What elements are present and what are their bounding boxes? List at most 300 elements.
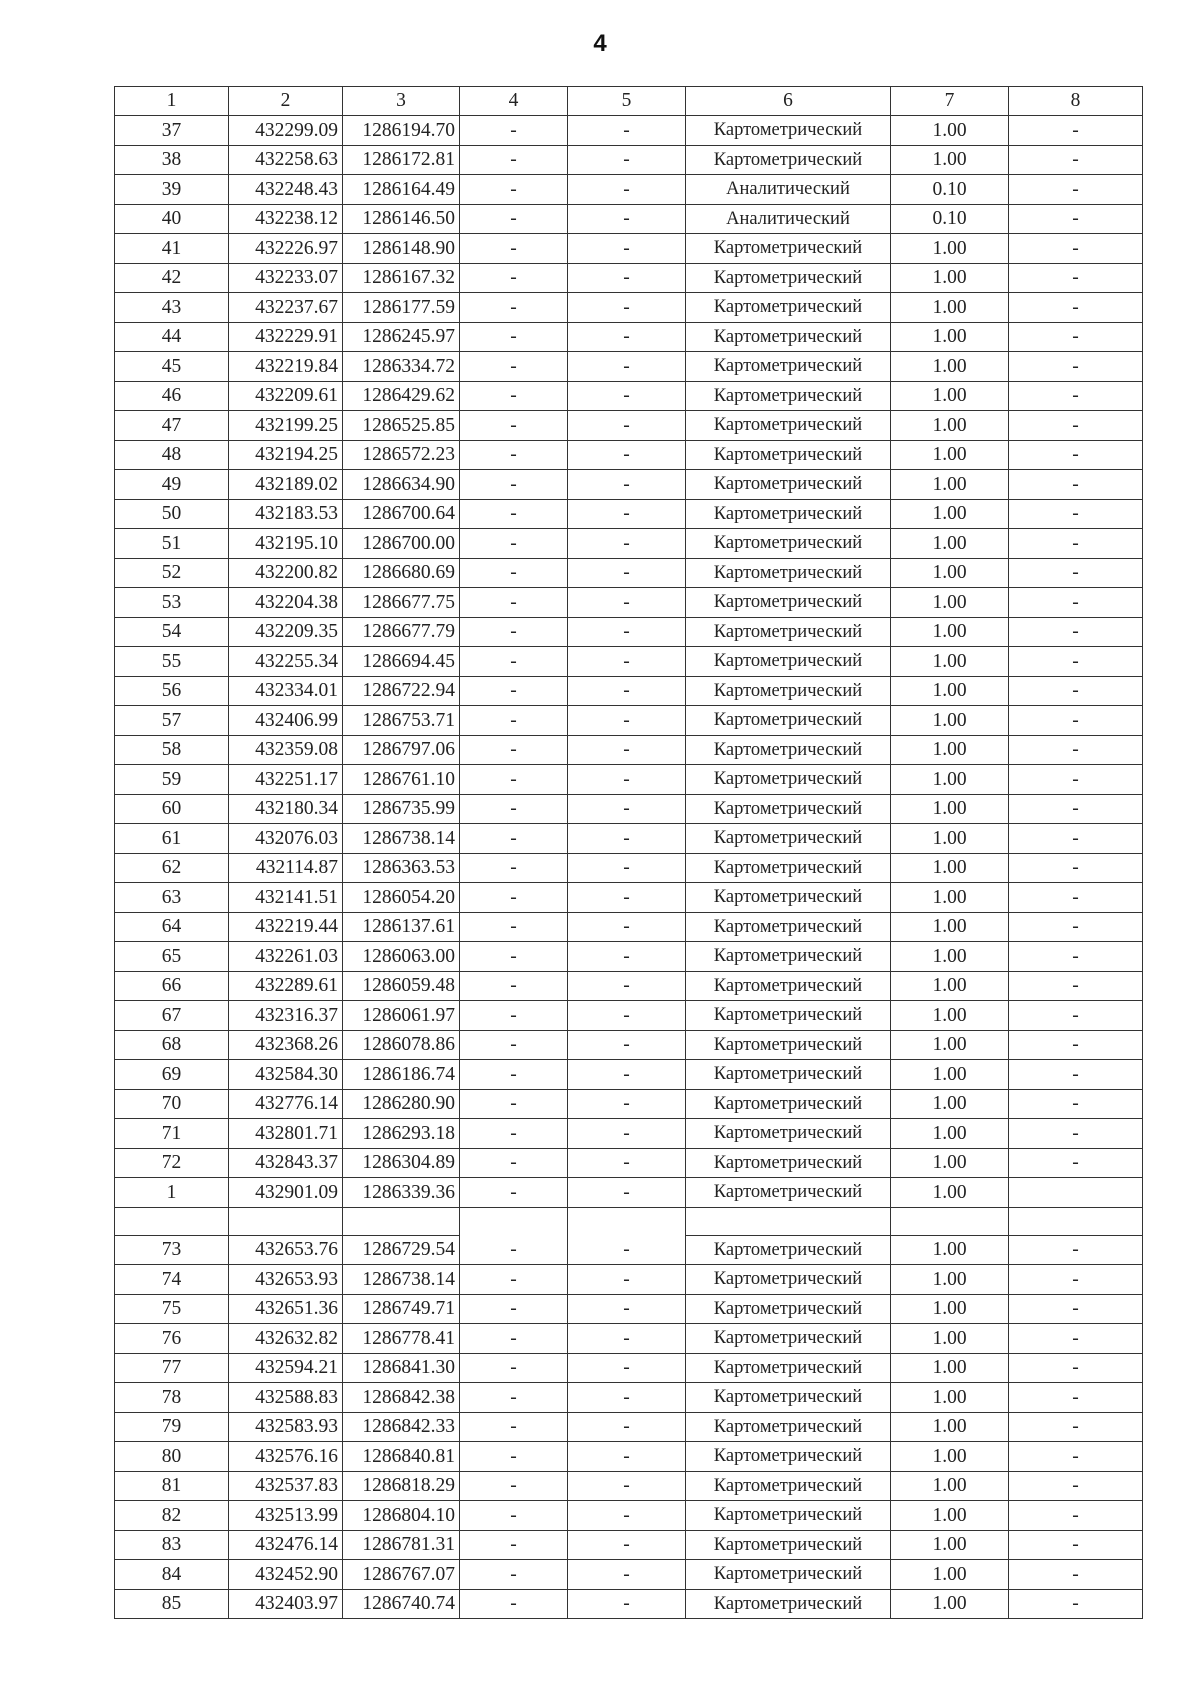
col4-cell: - <box>460 1030 568 1060</box>
col4-cell: - <box>460 794 568 824</box>
point-number-cell: 53 <box>115 588 229 618</box>
table-row <box>115 1353 1143 1383</box>
method-cell: Картометрический <box>686 352 891 382</box>
x-coordinate-cell: 432209.61 <box>229 381 343 411</box>
col8-cell: - <box>1009 1530 1143 1560</box>
x-coordinate-cell: 432233.07 <box>229 263 343 293</box>
col5-cell: - <box>568 912 686 942</box>
separator-cell <box>568 1207 686 1235</box>
col5-cell: - <box>568 1442 686 1472</box>
col5-cell: - <box>568 1471 686 1501</box>
col8-cell: - <box>1009 1560 1143 1590</box>
point-number-cell: 51 <box>115 529 229 559</box>
table-row <box>115 588 1143 618</box>
y-coordinate-cell: 1286818.29 <box>343 1471 460 1501</box>
header-cell-6: 6 <box>686 87 891 116</box>
col4-cell: - <box>460 499 568 529</box>
point-number-cell: 55 <box>115 647 229 677</box>
table-row <box>115 411 1143 441</box>
accuracy-cell: 1.00 <box>891 1119 1009 1149</box>
y-coordinate-cell: 1286677.75 <box>343 588 460 618</box>
x-coordinate-cell: 432237.67 <box>229 293 343 323</box>
point-number-cell: 83 <box>115 1530 229 1560</box>
table-row <box>115 765 1143 795</box>
method-cell: Аналитический <box>686 175 891 205</box>
col4-cell: - <box>460 1412 568 1442</box>
x-coordinate-cell: 432576.16 <box>229 1442 343 1472</box>
col8-cell: - <box>1009 588 1143 618</box>
accuracy-cell: 1.00 <box>891 1560 1009 1590</box>
point-number-cell: 64 <box>115 912 229 942</box>
col8-cell: - <box>1009 440 1143 470</box>
col5-cell: - <box>568 765 686 795</box>
point-number-cell: 61 <box>115 824 229 854</box>
y-coordinate-cell: 1286194.70 <box>343 116 460 146</box>
y-coordinate-cell: 1286729.54 <box>343 1235 460 1265</box>
table-row <box>115 647 1143 677</box>
point-number-cell: 66 <box>115 971 229 1001</box>
point-number-cell: 80 <box>115 1442 229 1472</box>
col5-cell: - <box>568 1353 686 1383</box>
col5-cell: - <box>568 175 686 205</box>
col8-cell: - <box>1009 322 1143 352</box>
method-cell: Картометрический <box>686 529 891 559</box>
col8-cell: - <box>1009 558 1143 588</box>
x-coordinate-cell: 432248.43 <box>229 175 343 205</box>
point-number-cell: 44 <box>115 322 229 352</box>
y-coordinate-cell: 1286740.74 <box>343 1589 460 1619</box>
col4-cell: - <box>460 263 568 293</box>
x-coordinate-cell: 432334.01 <box>229 676 343 706</box>
col4-cell: - <box>460 853 568 883</box>
x-coordinate-cell: 432801.71 <box>229 1119 343 1149</box>
col4-cell: - <box>460 588 568 618</box>
method-cell: Картометрический <box>686 1148 891 1178</box>
table-row <box>115 234 1143 264</box>
separator-cell <box>891 1207 1009 1235</box>
table-body <box>115 87 1143 1619</box>
method-cell: Картометрический <box>686 735 891 765</box>
col8-cell: - <box>1009 1501 1143 1531</box>
point-number-cell: 65 <box>115 942 229 972</box>
col5-cell: - <box>568 204 686 234</box>
x-coordinate-cell: 432368.26 <box>229 1030 343 1060</box>
col8-cell: - <box>1009 706 1143 736</box>
col4-cell: - <box>460 1178 568 1208</box>
accuracy-cell: 1.00 <box>891 1353 1009 1383</box>
table-row <box>115 1148 1143 1178</box>
y-coordinate-cell: 1286167.32 <box>343 263 460 293</box>
point-number-cell: 50 <box>115 499 229 529</box>
x-coordinate-cell: 432843.37 <box>229 1148 343 1178</box>
col5-cell: - <box>568 1383 686 1413</box>
separator-cell <box>1009 1207 1143 1235</box>
method-cell: Картометрический <box>686 853 891 883</box>
table-row <box>115 499 1143 529</box>
accuracy-cell: 1.00 <box>891 1589 1009 1619</box>
method-cell: Картометрический <box>686 293 891 323</box>
x-coordinate-cell: 432588.83 <box>229 1383 343 1413</box>
y-coordinate-cell: 1286525.85 <box>343 411 460 441</box>
col8-cell: - <box>1009 1471 1143 1501</box>
accuracy-cell: 1.00 <box>891 145 1009 175</box>
method-cell: Картометрический <box>686 1294 891 1324</box>
x-coordinate-cell: 432406.99 <box>229 706 343 736</box>
x-coordinate-cell: 432219.44 <box>229 912 343 942</box>
method-cell: Картометрический <box>686 1412 891 1442</box>
col4-cell: - <box>460 942 568 972</box>
method-cell: Картометрический <box>686 971 891 1001</box>
col8-cell: - <box>1009 1148 1143 1178</box>
method-cell: Картометрический <box>686 558 891 588</box>
col5-cell: - <box>568 558 686 588</box>
header-cell-3: 3 <box>343 87 460 116</box>
point-number-cell: 74 <box>115 1265 229 1295</box>
accuracy-cell: 1.00 <box>891 352 1009 382</box>
point-number-cell: 59 <box>115 765 229 795</box>
method-cell: Картометрический <box>686 1501 891 1531</box>
table-row <box>115 1412 1143 1442</box>
col5-cell: - <box>568 853 686 883</box>
x-coordinate-cell: 432261.03 <box>229 942 343 972</box>
col5-cell: - <box>568 1060 686 1090</box>
x-coordinate-cell: 432359.08 <box>229 735 343 765</box>
table-row <box>115 1119 1143 1149</box>
point-number-cell: 39 <box>115 175 229 205</box>
col4-cell: - <box>460 411 568 441</box>
col5-cell: - <box>568 735 686 765</box>
y-coordinate-cell: 1286280.90 <box>343 1089 460 1119</box>
col5-cell: - <box>568 411 686 441</box>
y-coordinate-cell: 1286063.00 <box>343 942 460 972</box>
x-coordinate-cell: 432584.30 <box>229 1060 343 1090</box>
accuracy-cell: 1.00 <box>891 1178 1009 1208</box>
col4-cell: - <box>460 765 568 795</box>
y-coordinate-cell: 1286842.33 <box>343 1412 460 1442</box>
table-row <box>115 706 1143 736</box>
method-cell: Картометрический <box>686 1353 891 1383</box>
x-coordinate-cell: 432537.83 <box>229 1471 343 1501</box>
point-number-cell: 75 <box>115 1294 229 1324</box>
point-number-cell: 62 <box>115 853 229 883</box>
col4-cell: - <box>460 1383 568 1413</box>
table-row <box>115 1501 1143 1531</box>
col8-cell: - <box>1009 1589 1143 1619</box>
table-row <box>115 883 1143 913</box>
point-number-cell: 46 <box>115 381 229 411</box>
col8-cell: - <box>1009 234 1143 264</box>
point-number-cell: 42 <box>115 263 229 293</box>
x-coordinate-cell: 432476.14 <box>229 1530 343 1560</box>
point-number-cell: 70 <box>115 1089 229 1119</box>
method-cell: Картометрический <box>686 263 891 293</box>
accuracy-cell: 1.00 <box>891 1089 1009 1119</box>
point-number-cell: 43 <box>115 293 229 323</box>
coordinates-table <box>114 86 1143 1619</box>
x-coordinate-cell: 432189.02 <box>229 470 343 500</box>
point-number-cell: 60 <box>115 794 229 824</box>
col5-cell: - <box>568 440 686 470</box>
x-coordinate-cell: 432219.84 <box>229 352 343 382</box>
col5-cell: - <box>568 971 686 1001</box>
point-number-cell: 52 <box>115 558 229 588</box>
col8-cell: - <box>1009 352 1143 382</box>
x-coordinate-cell: 432200.82 <box>229 558 343 588</box>
col8-cell: - <box>1009 853 1143 883</box>
y-coordinate-cell: 1286304.89 <box>343 1148 460 1178</box>
accuracy-cell: 1.00 <box>891 558 1009 588</box>
col8-cell: - <box>1009 647 1143 677</box>
table-row <box>115 1060 1143 1090</box>
table-row <box>115 263 1143 293</box>
method-cell: Картометрический <box>686 794 891 824</box>
table-row <box>115 322 1143 352</box>
x-coordinate-cell: 432651.36 <box>229 1294 343 1324</box>
y-coordinate-cell: 1286429.62 <box>343 381 460 411</box>
col8-cell: - <box>1009 942 1143 972</box>
point-number-cell: 45 <box>115 352 229 382</box>
col4-cell: - <box>460 1265 568 1295</box>
col4-cell: - <box>460 971 568 1001</box>
table-row <box>115 529 1143 559</box>
table-row <box>115 1560 1143 1590</box>
table-row <box>115 794 1143 824</box>
point-number-cell: 47 <box>115 411 229 441</box>
y-coordinate-cell: 1286164.49 <box>343 175 460 205</box>
method-cell: Картометрический <box>686 1178 891 1208</box>
col8-cell: - <box>1009 1324 1143 1354</box>
separator-cell <box>115 1207 229 1235</box>
header-cell-8: 8 <box>1009 87 1143 116</box>
accuracy-cell: 1.00 <box>891 1001 1009 1031</box>
accuracy-cell: 1.00 <box>891 1501 1009 1531</box>
table-row <box>115 942 1143 972</box>
col4-cell: - <box>460 529 568 559</box>
col5-cell: - <box>568 1089 686 1119</box>
point-number-cell: 68 <box>115 1030 229 1060</box>
table-header-row <box>115 87 1143 116</box>
method-cell: Картометрический <box>686 1001 891 1031</box>
x-coordinate-cell: 432299.09 <box>229 116 343 146</box>
col4-cell: - <box>460 1501 568 1531</box>
y-coordinate-cell: 1286738.14 <box>343 824 460 854</box>
method-cell: Картометрический <box>686 1383 891 1413</box>
col8-cell: - <box>1009 1001 1143 1031</box>
col8-cell: - <box>1009 676 1143 706</box>
col8-cell: - <box>1009 1383 1143 1413</box>
col5-cell: - <box>568 529 686 559</box>
method-cell: Картометрический <box>686 1060 891 1090</box>
point-number-cell: 85 <box>115 1589 229 1619</box>
accuracy-cell: 1.00 <box>891 1324 1009 1354</box>
y-coordinate-cell: 1286767.07 <box>343 1560 460 1590</box>
separator-row <box>115 1207 1143 1235</box>
col4-cell: - <box>460 1471 568 1501</box>
y-coordinate-cell: 1286842.38 <box>343 1383 460 1413</box>
col4-cell: - <box>460 735 568 765</box>
col8-cell: - <box>1009 1353 1143 1383</box>
col4-cell: - <box>460 1294 568 1324</box>
col5-cell: - <box>568 1001 686 1031</box>
col8-cell: - <box>1009 1265 1143 1295</box>
col5-cell: - <box>568 1501 686 1531</box>
method-cell: Картометрический <box>686 381 891 411</box>
accuracy-cell: 1.00 <box>891 824 1009 854</box>
y-coordinate-cell: 1286680.69 <box>343 558 460 588</box>
table-row <box>115 735 1143 765</box>
point-number-cell: 79 <box>115 1412 229 1442</box>
accuracy-cell: 1.00 <box>891 499 1009 529</box>
method-cell: Картометрический <box>686 234 891 264</box>
col8-cell: - <box>1009 1294 1143 1324</box>
point-number-cell: 37 <box>115 116 229 146</box>
col8-cell: - <box>1009 175 1143 205</box>
accuracy-cell: 0.10 <box>891 204 1009 234</box>
table-row <box>115 1471 1143 1501</box>
y-coordinate-cell: 1286677.79 <box>343 617 460 647</box>
point-number-cell: 57 <box>115 706 229 736</box>
table-row <box>115 824 1143 854</box>
y-coordinate-cell: 1286137.61 <box>343 912 460 942</box>
method-cell: Картометрический <box>686 1471 891 1501</box>
y-coordinate-cell: 1286061.97 <box>343 1001 460 1031</box>
accuracy-cell: 1.00 <box>891 588 1009 618</box>
accuracy-cell: 1.00 <box>891 293 1009 323</box>
y-coordinate-cell: 1286804.10 <box>343 1501 460 1531</box>
method-cell: Картометрический <box>686 1442 891 1472</box>
table-row <box>115 116 1143 146</box>
y-coordinate-cell: 1286753.71 <box>343 706 460 736</box>
point-number-cell: 69 <box>115 1060 229 1090</box>
col8-cell: - <box>1009 912 1143 942</box>
table-row <box>115 204 1143 234</box>
separator-cell <box>229 1207 343 1235</box>
table-row <box>115 175 1143 205</box>
point-number-cell: 48 <box>115 440 229 470</box>
separator-cell <box>460 1207 568 1235</box>
x-coordinate-cell: 432583.93 <box>229 1412 343 1442</box>
y-coordinate-cell: 1286634.90 <box>343 470 460 500</box>
col8-cell: - <box>1009 411 1143 441</box>
point-number-cell: 78 <box>115 1383 229 1413</box>
point-number-cell: 1 <box>115 1178 229 1208</box>
col5-cell: - <box>568 470 686 500</box>
method-cell: Картометрический <box>686 1119 891 1149</box>
accuracy-cell: 1.00 <box>891 706 1009 736</box>
method-cell: Картометрический <box>686 1089 891 1119</box>
y-coordinate-cell: 1286738.14 <box>343 1265 460 1295</box>
x-coordinate-cell: 432289.61 <box>229 971 343 1001</box>
point-number-cell: 82 <box>115 1501 229 1531</box>
table-row <box>115 1383 1143 1413</box>
table-row <box>115 293 1143 323</box>
table-row <box>115 1265 1143 1295</box>
col5-cell: - <box>568 942 686 972</box>
col4-cell: - <box>460 1119 568 1149</box>
method-cell: Картометрический <box>686 499 891 529</box>
method-cell: Картометрический <box>686 1324 891 1354</box>
x-coordinate-cell: 432226.97 <box>229 234 343 264</box>
method-cell: Аналитический <box>686 204 891 234</box>
accuracy-cell: 1.00 <box>891 735 1009 765</box>
table-row <box>115 1178 1143 1208</box>
x-coordinate-cell: 432195.10 <box>229 529 343 559</box>
col5-cell: - <box>568 1560 686 1590</box>
page-number: 4 <box>593 30 607 57</box>
y-coordinate-cell: 1286363.53 <box>343 853 460 883</box>
method-cell: Картометрический <box>686 706 891 736</box>
y-coordinate-cell: 1286172.81 <box>343 145 460 175</box>
accuracy-cell: 1.00 <box>891 617 1009 647</box>
col8-cell: - <box>1009 1442 1143 1472</box>
y-coordinate-cell: 1286781.31 <box>343 1530 460 1560</box>
col4-cell: - <box>460 1353 568 1383</box>
header-cell-4: 4 <box>460 87 568 116</box>
accuracy-cell: 1.00 <box>891 1442 1009 1472</box>
y-coordinate-cell: 1286797.06 <box>343 735 460 765</box>
method-cell: Картометрический <box>686 411 891 441</box>
col4-cell: - <box>460 116 568 146</box>
x-coordinate-cell: 432180.34 <box>229 794 343 824</box>
col8-cell: - <box>1009 1060 1143 1090</box>
point-number-cell: 71 <box>115 1119 229 1149</box>
y-coordinate-cell: 1286148.90 <box>343 234 460 264</box>
accuracy-cell: 1.00 <box>891 794 1009 824</box>
col4-cell: - <box>460 1530 568 1560</box>
col8-cell: - <box>1009 735 1143 765</box>
col5-cell: - <box>568 116 686 146</box>
point-number-cell: 41 <box>115 234 229 264</box>
table-row <box>115 1001 1143 1031</box>
y-coordinate-cell: 1286735.99 <box>343 794 460 824</box>
col4-cell: - <box>460 1442 568 1472</box>
accuracy-cell: 1.00 <box>891 676 1009 706</box>
x-coordinate-cell: 432653.93 <box>229 1265 343 1295</box>
x-coordinate-cell: 432229.91 <box>229 322 343 352</box>
col4-cell: - <box>460 617 568 647</box>
point-number-cell: 67 <box>115 1001 229 1031</box>
accuracy-cell: 1.00 <box>891 647 1009 677</box>
col8-cell: - <box>1009 971 1143 1001</box>
method-cell: Картометрический <box>686 145 891 175</box>
col8-cell <box>1009 1178 1143 1208</box>
accuracy-cell: 1.00 <box>891 381 1009 411</box>
col5-cell: - <box>568 588 686 618</box>
col4-cell: - <box>460 175 568 205</box>
table-row <box>115 145 1143 175</box>
col4-cell: - <box>460 145 568 175</box>
accuracy-cell: 1.00 <box>891 1383 1009 1413</box>
x-coordinate-cell: 432209.35 <box>229 617 343 647</box>
accuracy-cell: 1.00 <box>891 440 1009 470</box>
y-coordinate-cell: 1286840.81 <box>343 1442 460 1472</box>
point-number-cell: 38 <box>115 145 229 175</box>
x-coordinate-cell: 432238.12 <box>229 204 343 234</box>
point-number-cell: 56 <box>115 676 229 706</box>
method-cell: Картометрический <box>686 647 891 677</box>
x-coordinate-cell: 432183.53 <box>229 499 343 529</box>
header-cell-1: 1 <box>115 87 229 116</box>
x-coordinate-cell: 432776.14 <box>229 1089 343 1119</box>
col8-cell: - <box>1009 263 1143 293</box>
table-row <box>115 558 1143 588</box>
table-row <box>115 1324 1143 1354</box>
col4-cell: - <box>460 204 568 234</box>
y-coordinate-cell: 1286146.50 <box>343 204 460 234</box>
point-number-cell: 58 <box>115 735 229 765</box>
col4-cell: - <box>460 293 568 323</box>
col4-cell: - <box>460 1324 568 1354</box>
